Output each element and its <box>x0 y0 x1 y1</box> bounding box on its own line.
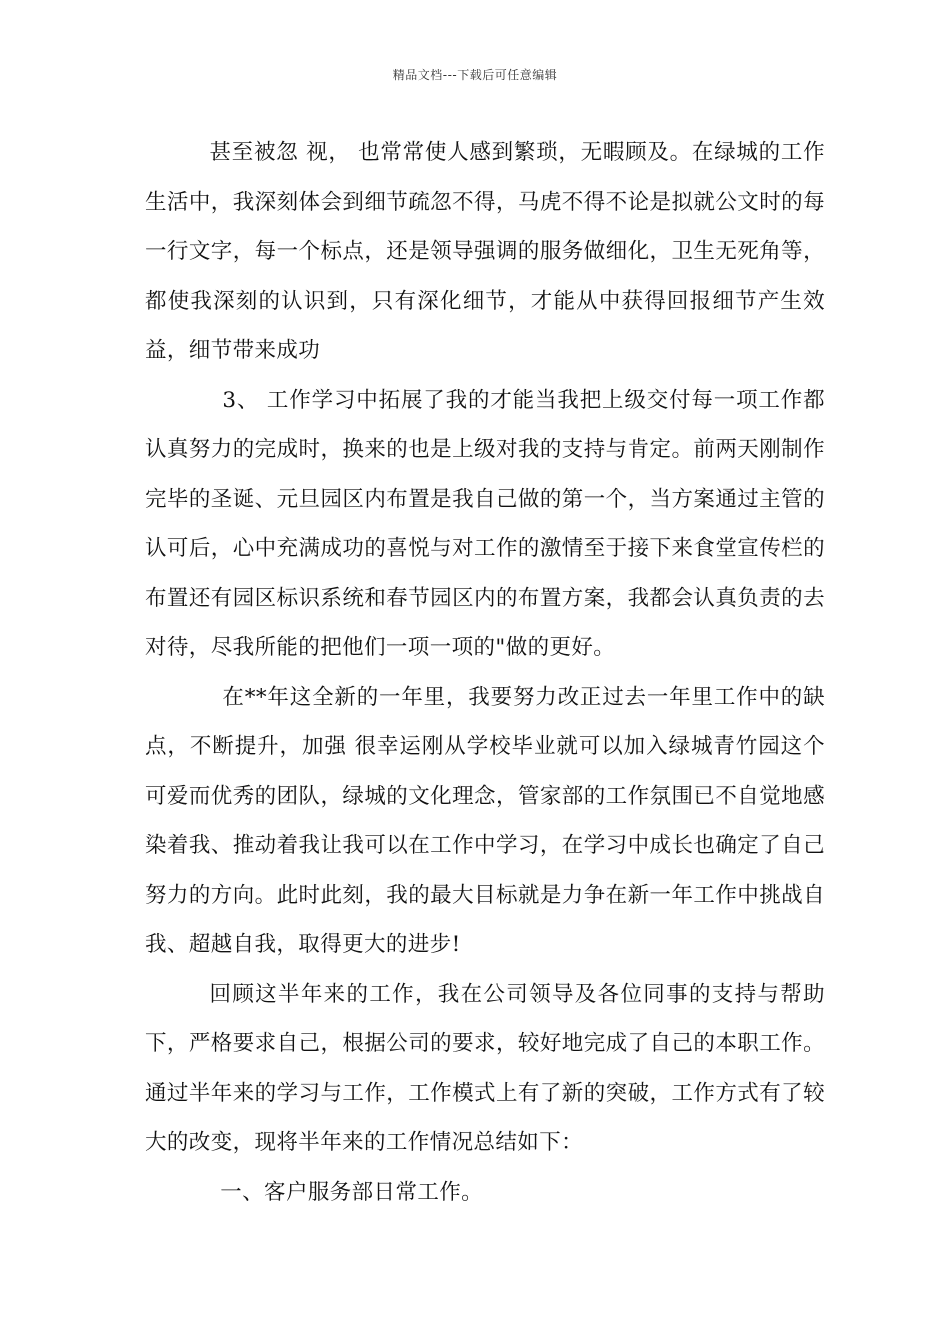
page-header: 精品文档---下载后可任意编辑 <box>392 68 558 82</box>
paragraph-attention-to-detail: 甚至被忽 视， 也常常使人感到繁琐，无暇顾及。在绿城的工作生活中，我深刻体会到细节疏忽不得，马虎不得不论是拟就公文时的每一行文字，每一个标点，还是领导强调的服务做细化，卫生无死角等，都使我深刻的认识到，只有深化细节，才能从中获得回报细节产生效益，细节带来成功 <box>145 140 825 363</box>
section-heading-customer-service: 一、客户服务部日常工作。 <box>220 1179 484 1205</box>
document-body <box>145 128 825 1217</box>
paragraph-item-3-skills: 3、 工作学习中拓展了我的才能当我把上级交付每一项工作都认真努力的完成时，换来的也是上级对我的支持与肯定。前两天刚制作完毕的圣诞、元旦园区内布置是我自己做的第一个，当方案通过主管的认可后，心中充满成功的喜悦与对工作的激情至于接下来食堂宣传栏的布置还有园区标识系统和春节园区内的布置方案，我都会认真负责的去对待，尽我所能的把他们一项一项的"做的更好。 <box>145 387 825 660</box>
paragraph-new-year-goals: 在**年这全新的一年里，我要努力改正过去一年里工作中的缺点，不断提升，加强 很幸运刚从学校毕业就可以加入绿城青竹园这个可爱而优秀的团队，绿城的文化理念，管家部的工作氛围已不自觉地感染着我、推动着我让我可以在工作中学习，在学习中成长也确定了自己努力的方向。此时此刻，我的最大目标就是力争在新一年工作中挑战自我、超越自我，取得更大的进步! <box>145 684 825 957</box>
paragraph-half-year-review: 回顾这半年来的工作，我在公司领导及各位同事的支持与帮助下，严格要求自己，根据公司的要求，较好地完成了自己的本职工作。通过半年来的学习与工作，工作模式上有了新的突破，工作方式有了较大的改变，现将半年来的工作情况总结如下： <box>145 981 825 1155</box>
